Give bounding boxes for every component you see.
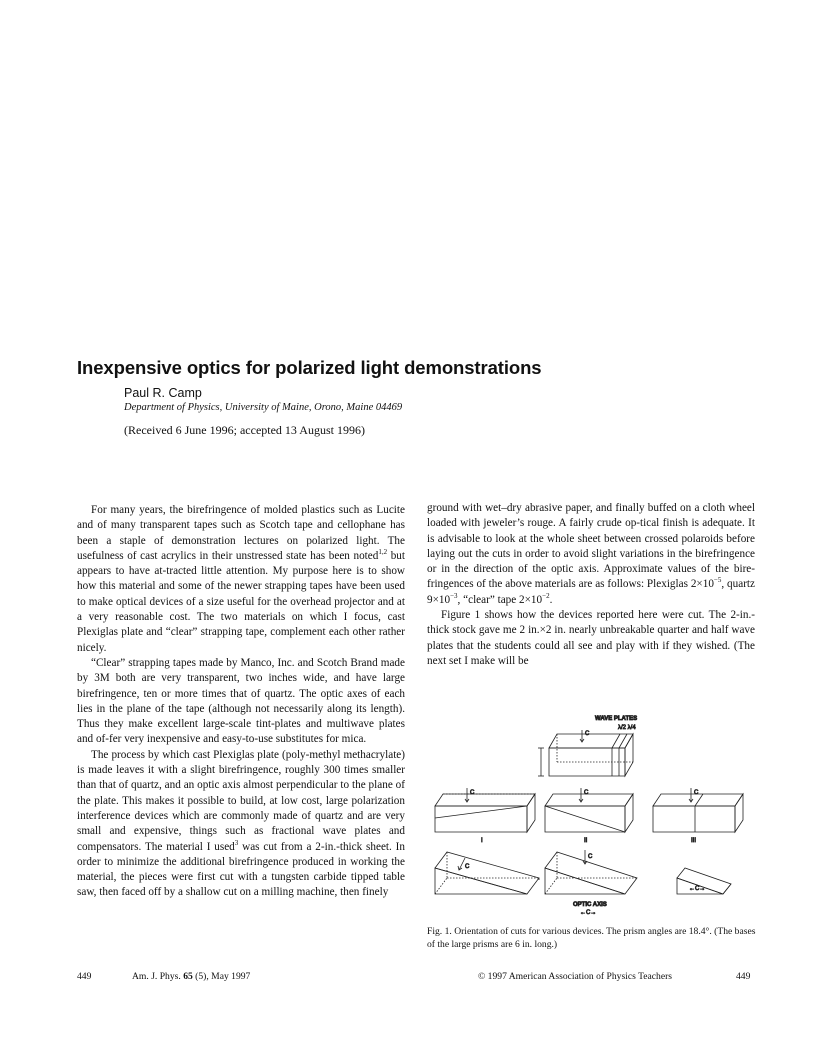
received-dates: (Received 6 June 1996; accepted 13 August 1996) <box>124 423 365 437</box>
author-name: Paul R. Camp <box>124 386 202 400</box>
svg-text:C: C <box>584 790 589 796</box>
svg-text:I: I <box>481 838 483 844</box>
paragraph: “Clear” strapping tapes made by Manco, Inc. and Scotch Brand made by 3M both are very transparent, two inches wide, and have large birefringence, ten or more times that of quartz. The optic axes of each lies in the plane of the tape (although not necessarily along its length). Thus they make excellent large-scale tint-plates and multiwave plates and of-fer very inexpensive and easy-to-use substitutes for mica. <box>77 656 405 746</box>
page-number-left: 449 <box>77 971 92 982</box>
prism-block-iii <box>653 788 743 844</box>
svg-text:C: C <box>465 864 470 870</box>
svg-text:OPTIC AXIS: OPTIC AXIS <box>573 902 607 908</box>
copyright-notice: © 1997 American Association of Physics Teachers <box>478 971 673 982</box>
figure-caption: Fig. 1. Orientation of cuts for various devices. The prism angles are 18.4°. (The bases of the large prisms are 6 in. long.) <box>427 926 756 950</box>
paragraph: ground with wet–dry abrasive paper, and finally buffed on a cloth wheel loaded with jeweler’s rouge. A fairly crude op-tical finish is adequate. It is advisable to look at the whole sheet between crossed polaroids before laying out the cuts in order to avoid slight variations in the birefringence or in the direction of the optic axis. Approximate values of the bire-fringences of the above materials are as follows: Plexiglas $2\times 10^{-5}$, quartz $9\times 10^{-3}$, “clear” tape $2\times 10^{-2}$. <box>427 502 755 606</box>
svg-text:C: C <box>694 790 699 796</box>
prism-block-i <box>435 788 535 844</box>
svg-text:λ/2 λ/4: λ/2 λ/4 <box>618 725 636 731</box>
reference-marker: 1,2 <box>378 547 388 556</box>
page-footer <box>0 971 816 985</box>
paragraph: The process by which cast Plexiglas plate (poly-methyl methacrylate) is made leaves it with a slight birefringence, roughly 300 times smaller than that of quartz, and an optic axis almost perpendicular to the plane of the plate. This makes it possible to build, at low cost, large polarization interference devices which are commonly made of quartz and are very small and expensive, things such as fractional wave plates and compensators. The material I used$^3$ was cut from a 2-in.-thick sheet. In order to minimize the additional birefringence produced in working the material, the pieces were first cut with a tungsten carbide tipped table saw, then faced off by a shallow cut on a milling machine, then finely <box>77 748 406 899</box>
svg-text:C: C <box>585 731 590 737</box>
body-column-right <box>427 501 755 669</box>
large-prism-left <box>435 852 539 894</box>
figure-drawing <box>427 708 757 920</box>
svg-text:←C→: ←C→ <box>689 886 706 892</box>
svg-text:←C→: ←C→ <box>580 910 597 916</box>
svg-text:II: II <box>584 838 588 844</box>
svg-text:III: III <box>691 838 697 844</box>
wave-plates-block <box>538 716 637 776</box>
svg-text:C: C <box>588 854 593 860</box>
small-compensator-block <box>677 868 731 894</box>
page-number-right: 449 <box>736 971 751 982</box>
prism-block-ii <box>545 788 633 844</box>
author-affiliation: Department of Physics, University of Maine, Orono, Maine 04469 <box>124 402 403 413</box>
large-prism-middle <box>545 850 637 916</box>
svg-text:WAVE PLATES: WAVE PLATES <box>595 716 638 722</box>
reference-marker: 3 <box>234 838 239 847</box>
body-column-left <box>77 503 405 901</box>
figure-1 <box>427 708 757 920</box>
paragraph: Figure 1 shows how the devices reported here were cut. The 2-in.-thick stock gave me 2 in.×2 in. nearly unbreakable quarter and half wave plates that the students could all see and play with if they wished. (The next set I make will be <box>427 609 755 667</box>
article-title: Inexpensive optics for polarized light demonstrations <box>77 357 542 378</box>
svg-text:C: C <box>470 790 475 796</box>
paragraph: For many years, the birefringence of molded plastics such as Lucite and of many transparent tapes such as Scotch tape and cellophane has been a staple of demonstration lectures on polarized light. The usefulness of cast acrylics in their unstressed state has been noted$^{1,2}$ but appears to have at-tracted little attention. My purpose here is to show how this material and some of the newer strapping tapes have been used to make optical devices of a size useful for the overhead projector and at a very reasonable cost. The two materials on which I focus, cast Plexiglas plate and “clear” strapping tape, complement each other rather nicely. <box>77 504 405 654</box>
journal-citation: Am. J. Phys. 65 (5), May 1997 <box>132 971 251 982</box>
